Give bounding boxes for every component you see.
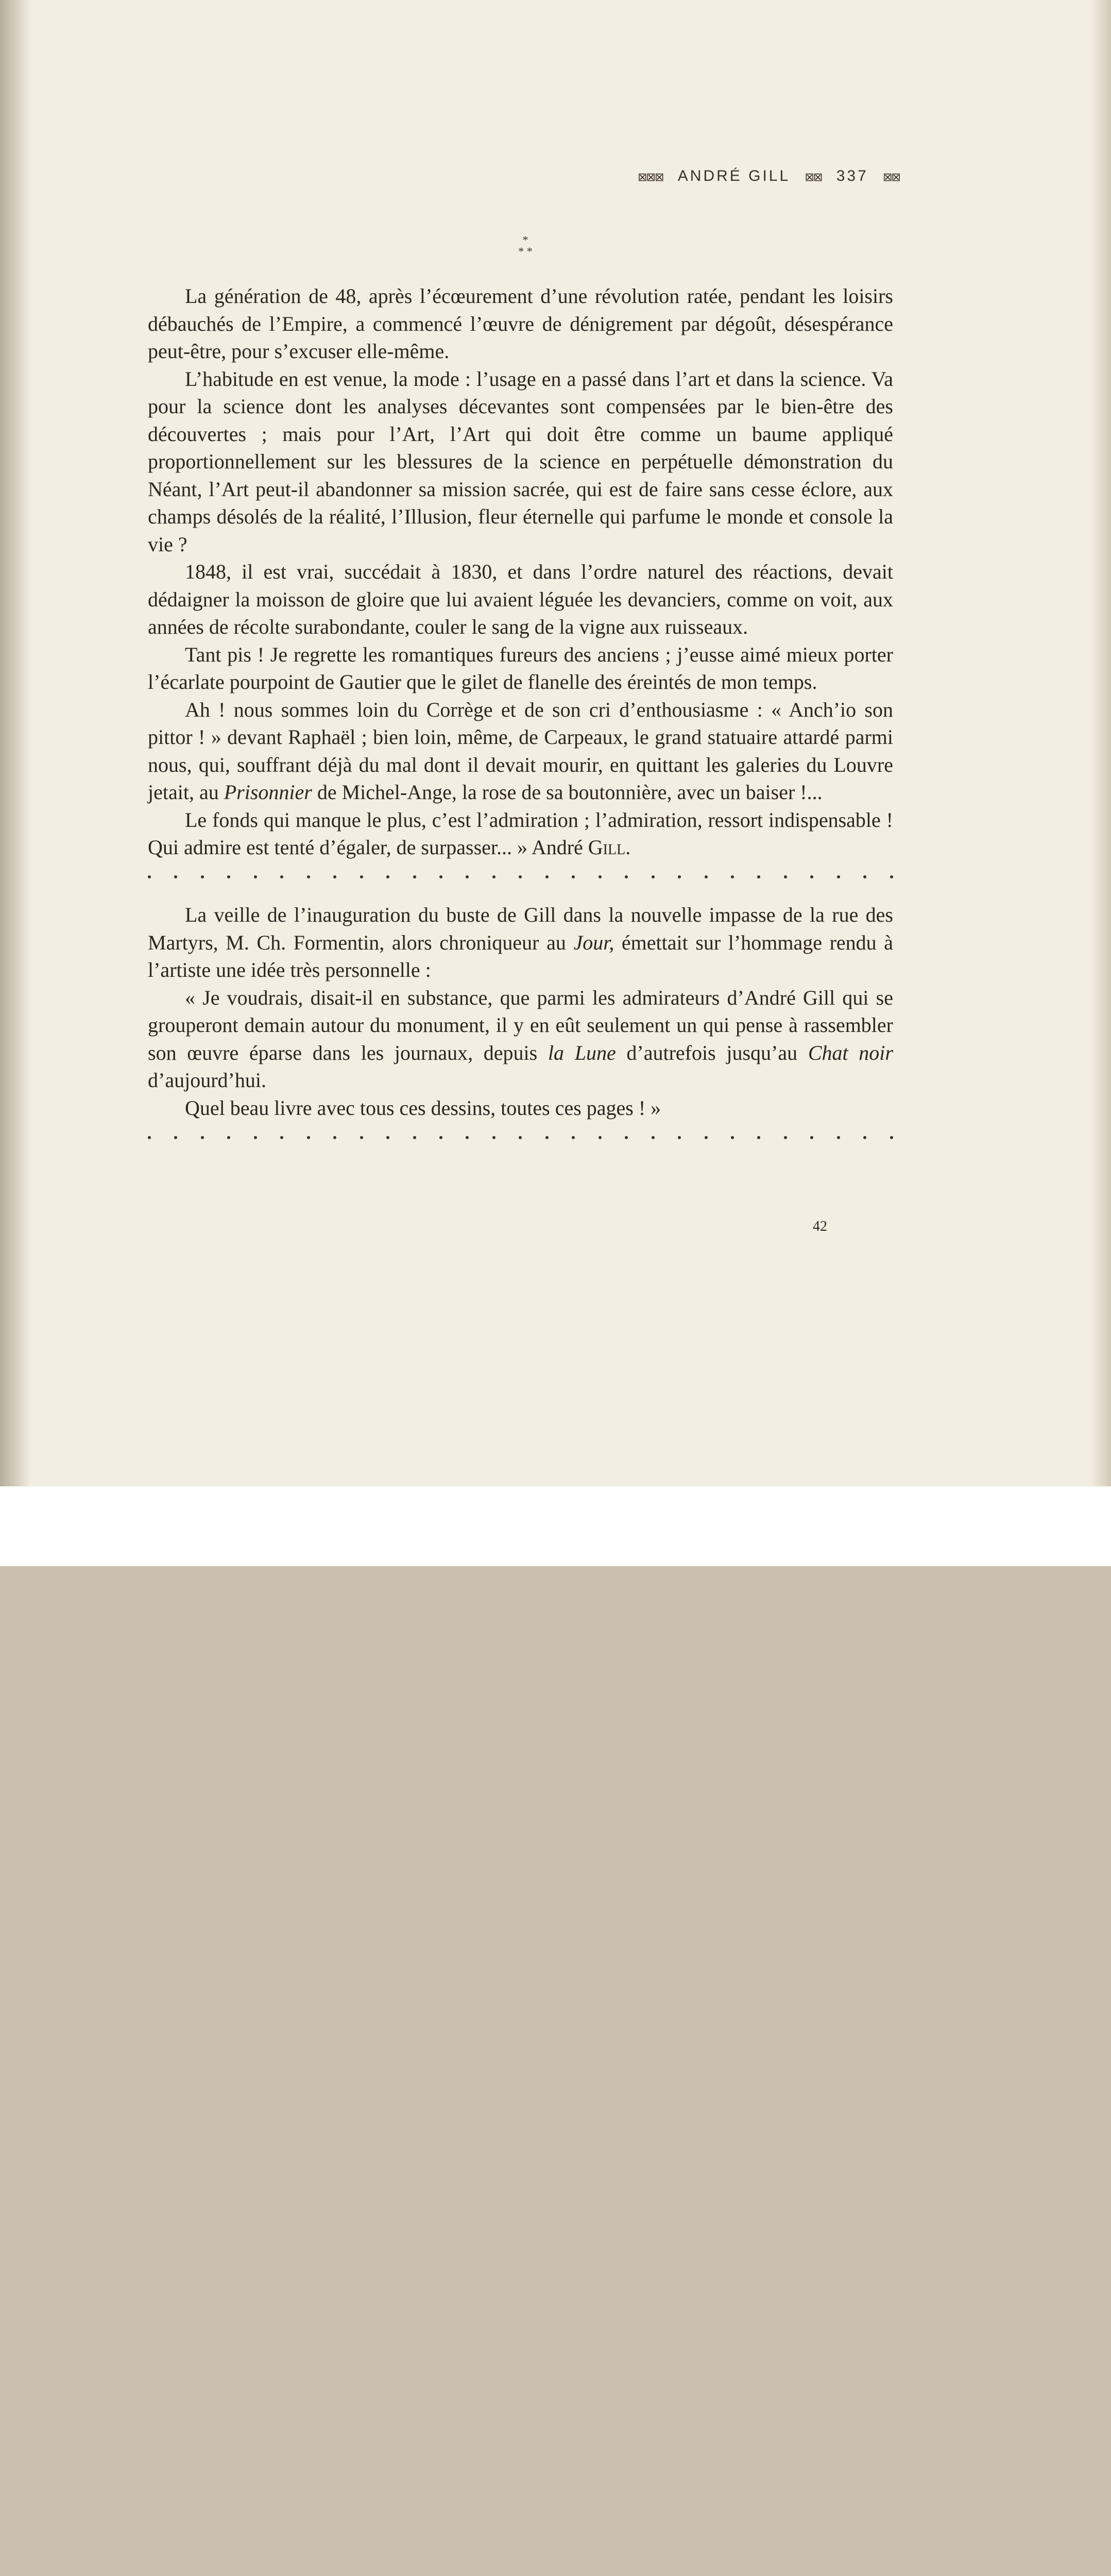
text-span: de Michel-Ange, la rose de sa boutonnière, avec un baiser !...	[312, 781, 823, 804]
running-title: ANDRÉ GILL	[677, 167, 791, 184]
paragraph	[148, 984, 893, 1094]
dotted-separator	[148, 1124, 893, 1151]
text-span: d’autrefois jusqu’au	[616, 1041, 808, 1064]
paragraph	[148, 806, 893, 861]
body-text	[148, 282, 893, 1162]
italic-title: Prisonnier	[224, 781, 312, 804]
running-head	[638, 167, 900, 185]
text-span: émettait sur l’hommage rendu à l’artiste une idée très personnelle :	[148, 930, 893, 981]
paragraph: Tant pis ! Je regrette les romantiques fureurs des anciens ; j’eusse aimé mieux porter l’écarlate pourpoint de Gautier que le gilet de flanelle des éreintés de mon temps.	[148, 642, 893, 693]
text-span: La veille de l’inauguration du buste de Gill dans la nouvelle impasse de la rue des Martyrs, M. Ch. Formentin, alors chroniqueur au	[148, 903, 893, 954]
italic-title: Chat noir	[808, 1041, 893, 1064]
paragraph	[148, 901, 893, 984]
paragraph: L’habitude en est venue, la mode : l’usage en a passé dans l’art et dans la science. Va pour la science dont les analyses décevantes sont compensées par le bien-être des découvertes ; mais pour l’Art, l’Art qui doit être comme un baume appliqué proportionnellement sur les blessures de la science en perpétuelle démonstration du Néant, l’Art peut-il abandonner sa mission sacrée, qui est de faire sans cesse éclore, aux champs désolés de la réalité, l’Illusion, fleur éternelle qui parfume le monde et console la vie ?	[148, 367, 893, 556]
ornament-left: ⊠⊠⊠	[638, 171, 663, 183]
paragraph	[148, 696, 893, 806]
italic-title: la Lune	[548, 1041, 616, 1064]
header-page-number: 337	[836, 167, 868, 184]
paragraph: Quel beau livre avec tous ces dessins, toutes ces pages ! »	[185, 1096, 661, 1120]
text-span: Ah ! nous sommes loin du Corrège et de son cri d’enthousiasme : « Anch’io son pittor ! » devant Raphaël ; bien loin, même, de Carpeaux, le grand statuaire attardé parmi nous, qui, souffrant déjà du mal dont il devait mourir, en quittant les galeries du Louvre jetait, au	[148, 698, 893, 804]
paragraph: 1848, il est vrai, succédait à 1830, et dans l’ordre naturel des réactions, devait dédaigner la moisson de gloire que lui avaient léguée les devanciers, comme on voit, aux années de récolte surabondante, couler le sang de la vigne aux ruisseaux.	[148, 560, 893, 638]
text-span: d’aujourd’hui.	[148, 1069, 266, 1092]
ornament-middle: ⊠⊠	[805, 171, 822, 183]
text-span: « Je voudrais, disait-il en substance, que parmi les admirateurs d’André Gill qui se grouperont demain autour du monument, il y en eût seulement un qui pense à rassembler son œuvre éparse dans les journaux, depuis	[148, 986, 893, 1064]
asterism-divider	[507, 234, 543, 265]
italic-title: Jour,	[573, 930, 614, 954]
text-span: Le fonds qui manque le plus, c’est l’admiration ; l’admiration, ressort indispensable ! Qui admire est tenté d’égaler, de surpasser... » André	[148, 808, 893, 859]
dotted-separator	[148, 863, 893, 891]
library-footer	[0, 1486, 1111, 1566]
asterism-bottom: * *	[518, 245, 533, 258]
page-number: 42	[813, 1218, 827, 1234]
asterism-top: *	[522, 233, 528, 246]
signature: Gill.	[588, 836, 631, 859]
ornament-right: ⊠⊠	[883, 171, 900, 183]
paragraph: La génération de 48, après l’écœurement d’une révolution ratée, pendant les loisirs débauchés de l’Empire, a commencé l’œuvre de dénigrement par dégoût, désespérance peut-être, pour s’excuser elle-même.	[148, 284, 893, 363]
